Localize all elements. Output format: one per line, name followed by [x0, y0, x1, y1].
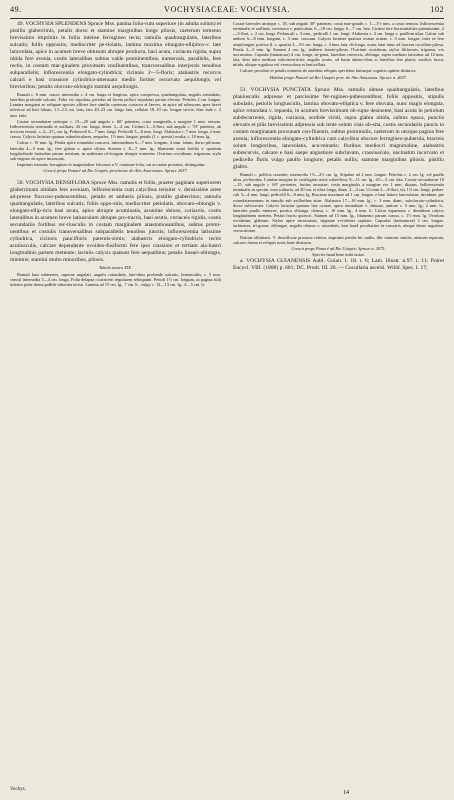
running-header — [10, 5, 444, 19]
species-51-diagnosis: 51. VOCHYSIA PUNCTATA Spruce Mss. ramulis obtuse quadrangulatis, lateribus planiusculis adpresse et parcissime fer-rugineo-pubescentibus; foliis oppositis, stipulis subulatis, petiolis longiusculis, lamina obovato-elliptica v. fere obovata, nunc magis elongata, apice rotundata v. repanda, in acumen brevissimum ob-rupte desinente, basi acuta in petiolum subdecurrente, rigida, coriacea, sordide viridi, supra glabra nitida, subtus opaca, punctis elevatis et pilis brevissimis adpressis sub lente solum visis ob-sita, costis secundariis paucis in costam marginatam proxunam con-fluentis, subtus prominulis, caeterum in utraque pagina fere avenia; inflorescentia elongato-cylindrica cum calycibus obscure ferrugineo-puberula, bracteis solum longioribus, lanceolatis, acu-minatis; floribus mediocri magnitudine, alabastris subrecurvis, calcare e basi saepe angustiore subclavato, crassiusculo, uncinatim incurvato et pedicello floris vulgo paullo longiore; petalis nullis; stamine marginibus pilosis. pistillo glabro. — [233, 86, 444, 170]
doubtful-species-heading: Species haud bene mihi notae. — [312, 252, 365, 258]
plate-reference: Tabula nostra XIX. — [98, 265, 133, 271]
species-50-locality: Habitat prope Panuré ad Rio Uaupés prov. do Alto Amazonas: Spruce n. 2637. — [269, 74, 408, 80]
running-title: VOCHYSIACEAE: VOCHYSIA. — [163, 5, 290, 14]
right-column — [233, 21, 444, 791]
species-49-locality: Crescit prope Panuré ad Rio Uaupés, provinciae do Alto Ama-zonas: Spruce 2637. — [43, 168, 188, 174]
species-50-diagnosis: 50. VOCHYSIA DENSIFLORA Spruce Mss. ramulis et foliis, praeter paginam superiorem glaberrimam nitidam fere aveniam, inflorescentia cum calycibus tenuiter v. densissime arete ad-presse floccoso-pubescentibus, petalis et antheris pilosis, pistillo glaberrimo; ramulis quadrangulatis, lateribus sulcatis; foliis oppo-sitis, mediocriter petiolatis, obovato-oblongis v. elongato-ellip-ticis basi acuta, apice abrupte acuminatis, acumine obtuso, coriaceis, costis lateralibus in acumen breve latiusculum abrupte pro-tractis, basi acutis, coriaceis rigidis, costis secundariis fortibus rec-tiusculis in costam marginalem anastomosantibus, subtus promi-nentibus et costulis transversalibus subparallelis tenuibus junctis; inflorescentia latissime cylindrica, cicinnis paucifloris patentis-simis; alabastris elongato-cylindricis rectis acutiusculis, calcare dependente ovoideo-fusiformi fere ipso crassiore et tertiam ala-bastri longitudinis partem metiente; laciniis calycis quatuor fere aequalibus; petalis lineari-oblongis, minimis; stamini multo minoribus, pilosis. — [10, 180, 221, 264]
species-49-diagnosis: 49. VOCHYSIA SPLENDENS Spruce Mss. panina folio-rum superiore (in adulta solum) et pistillo glaberrimis, petalis dorso et stamine marginibus longe pilosis, caeterum tomento brevissimo imprimis in foliis intense ferrugineo tecta; ramulis quadrangulatis, lateribus sulcatis; foliis oppositis, mediocriter pe-tiolatis, lamina maxima elongato-elliptico-v. late lanceolata, apice in acumen breve obtusum abrupte producta, basi acuta, coriacea rigida, supra nitida fere avenia, costis lateralibus subtus valde prominentibus, numerosis, parallelis, fere rectis, in costam mar-ginalem proximam confluentibus, transversalibus interjectis tenuibus subparallelis; inflorescentia elongato-cylindrica; cicinnis 2—5-floris; alabastris recurvis calcari e basi crassiore cylindrico-attenuato medio fortiter recurvato aequilongis vel brevioribus; petalis obovato-oblongis stamini aequilongis. — [10, 21, 221, 90]
species-49-note: Imprimis tomento ferrugineo et magnitudine foliorum a V. ciminiae-folia, cui arcuatae proxima, distinguitur. — [17, 162, 206, 168]
species-a-entry: a. VOCHYSIA GUIANENSIS Aubl. Guian. I. 18. t. 6; Lam. Illustr. n.97. t. 11; Poiret Encycl. VIII. (1808) p. 681; DC. Prodr. III. 26. — Cucullaria ascelsi. Willd. Spec. I. 17; — [233, 258, 444, 272]
species-50-description-cont: Costae laterales utrinque c. 18, sub angulo 30° patentes; costa mar-ginalis c. 1—1½ mm. a costa remota. Inflorescentia terminalis et axillaris, racemosa v. paniculata, 6—10 cm. longa, 6—7 cm. lata. Cicinni fere horizontaliter patentissimi, 2—3-flori, c. 2 cm. longi. Pedunculi c. 3 mm., pedicelli 1 cm. longi. Alabastra c. 2 cm. longa v. paullum ultra. Calcar sub anthesi 6—8 mm. longum, c. 3 mm. crassum. Calycis laciniae quatuor ovatae acutae, c. 3 mm. longae, inter se fere aequilongae; postica (l. c. quarta) 3—3½ cm. longa, c. 4 mm. lata, ob-longa, acuta, basi intus ad faucem cucullato-pilosa. Petala 3—5 mm. lg. Stamen 2 cm. lg., antheris lanato-pilosis. Ovarium ovoideum, stylus filiformis, trigonus, vix incrassatus. Capsula (immatura) 4 cm. longa, tri-gona, lateribus convexis, oblonga, supra medium latissima ad 12 mm. lata, dein infra medium subconverticite; angulis acutis, ad basin attenu-ribus et lateribus fere planis, medicis fusca, nitida, ubique rugulosa vel verruculosa et lenticellata. — [233, 21, 444, 68]
header-rule — [10, 18, 444, 19]
signature-mark: Vochys. — [10, 787, 26, 792]
species-51-note: Dubiae affinitatis. V. densiflorae proxima videtur, imprimis petalis hic nullis, illic minimis similis, attamen reparata, calcaris forma et reliquis notis bene distincta. — [233, 234, 444, 245]
species-50-description: Ramuli basi subteretes, superne angulati, angulis rotundatis, late-ribus profunde sulcatis, (internodiis, c. 5 mm. crassi) internodia 3—4 cm. longa. Folia delapsa cicatricem regularem relinquunt. Petioli 1½ cm. longum, ut pagina folii inferior pube densa pallide tabacina tectus. Lamina ad 15 cm. lg., 7 cm. lt., vulgo c. 12—13 cm. lg., 4—5 cm. lt. — [10, 271, 221, 287]
sheet-number: 14 — [343, 790, 349, 796]
species-49-description-b: Costae secundariae utrinque c. 15—20 sub angulo c. 60° patentes; costa marginalis a margine 1 mm. remota. Inflorescentia terminalis et axillaris, 26 cm. longa, diam. 3—4 cm. Cicinni 2—5-flori, sub angulo c. 70° patentes, ab invicem remoti, c. 2—2¹/₂ cm. lg. Pedunculi 6—7 mm. longi. Pedicelli 5—6 mm. longi. Alabastra c. 7 mm. longa, 2 mm. crassa. Calycis laciniae quatuor suborbiculares, aequales, 1½ mm. longae; petalis (l. c. questa) ovalia, c. 10 mm. lg. — [10, 118, 221, 140]
species-49-description-a: Ramuli c. 6 mm. crassi; internodia c. 4 cm. longa et longiora, apice compressa, quadrangulata, angulis rotundatis, lateribus profunde sulcatis. Folia vix stipulata, petiolus ad lucem pelluci stipulatus parum elevato. Petioles 2 cm. longae. Lamina marginat ac reliquae species affines fere similis caeterum coriacea et laeves, in apice ad rubescens apex brevi inferiore ad basi lobato, 1.5–2.5 cm. latis, lato 20–23 cm. longo lata, cellulae 18–19 cm. longae stricte, hinc inde c. 2 mm. latis. — [10, 92, 221, 118]
species-49-description-c: Calcar c. 10 mm. lg. Petala apice rotundata concava, intermedium 6—7 mm. longum, 4 mm. latum, dorso pilosum, lateralia 4—5 mm. lg., fere glabra v. apice ciliata. Stamen c. 8—7 mm. lg., filamento tenui fertilia v. quartum longitudinale latitudine parum notatum, in antheram ob-longam abrupte transiens. Ovarium ovoideum, trigonum, stylo sub-trigono ob apice incrassato. — [10, 140, 221, 161]
page-number: 102 — [430, 5, 444, 14]
species-51-description: Ramuli c. pollicis crassitie; internodia 1½—2½ cm. lg. Stipulae ad 2 mm. longae. Petiolus c. 2 cm. lg. vel paullo ultra, pu-berulus. Lamina margine in cartilaginis meta subreflexa, 9—11 cm. lg., 4½—5 cm. lata. Costae secundariae 10—15, sub angulo c. 60° pa-tentes, fortius arcuatae; costa marginalis a margine vix 1 mm. distans. Inflorescentia terminalis in specim. mea solitaria, ad 30 cm. et ultra longa, diam. 3—4 cm. Cicinni 2—4-flori, vix 1½ cm. longi; pedun-culi 3—4 mm. longi; pedicelli 6—8 mm. lg. Bracteae maximae ad 1 cm. longae, e basi latiore lanceolatae, deciduae, per rotundatamentum in ramulis sub axillaribus sitae. Alabastra 17—18 mm. lg., c. 3 mm. diam., subclavato-cylindrica, dorso subcurvata. Calycis laciniae quatuor late ovatae, apice rotundatae v. obtusae, anticae c. 3 mm. lg., 2 mm. lt., laterales paullo minores; postica oblonga, obtusa, c. 10 mm. lg., 4 mm. lt. Calcar expansum c. dimidium calycis longitudinem metiens. Petala fructu quiescit. Stamen ad 15 mm. lg., filamento parum crasso, c. 1½ mm. lg. Ovarium ovoideum, glabrum. Stylus apice incrassatus, stigmate evi-denter capitato. Capsulas (immaturae) 3 cm. longae, turbinatae, tri-gonae, oblongae, angulis obtusis v. rotundatis, basi haud peculiariter in-crassatis, ubique dense rugulosa-verruculosae. — [233, 171, 444, 234]
species-51-locality: Crescit prope Panuré ad Rio Uaupés: Spruce n. 2675. — [291, 245, 386, 251]
left-column — [10, 21, 221, 791]
section-number: 49. — [10, 5, 22, 14]
species-50-note: Calcare peculiari et petalis minimis ab omnibus reliquis speciebus huiusque cognitis optime distincta. — [240, 68, 417, 74]
